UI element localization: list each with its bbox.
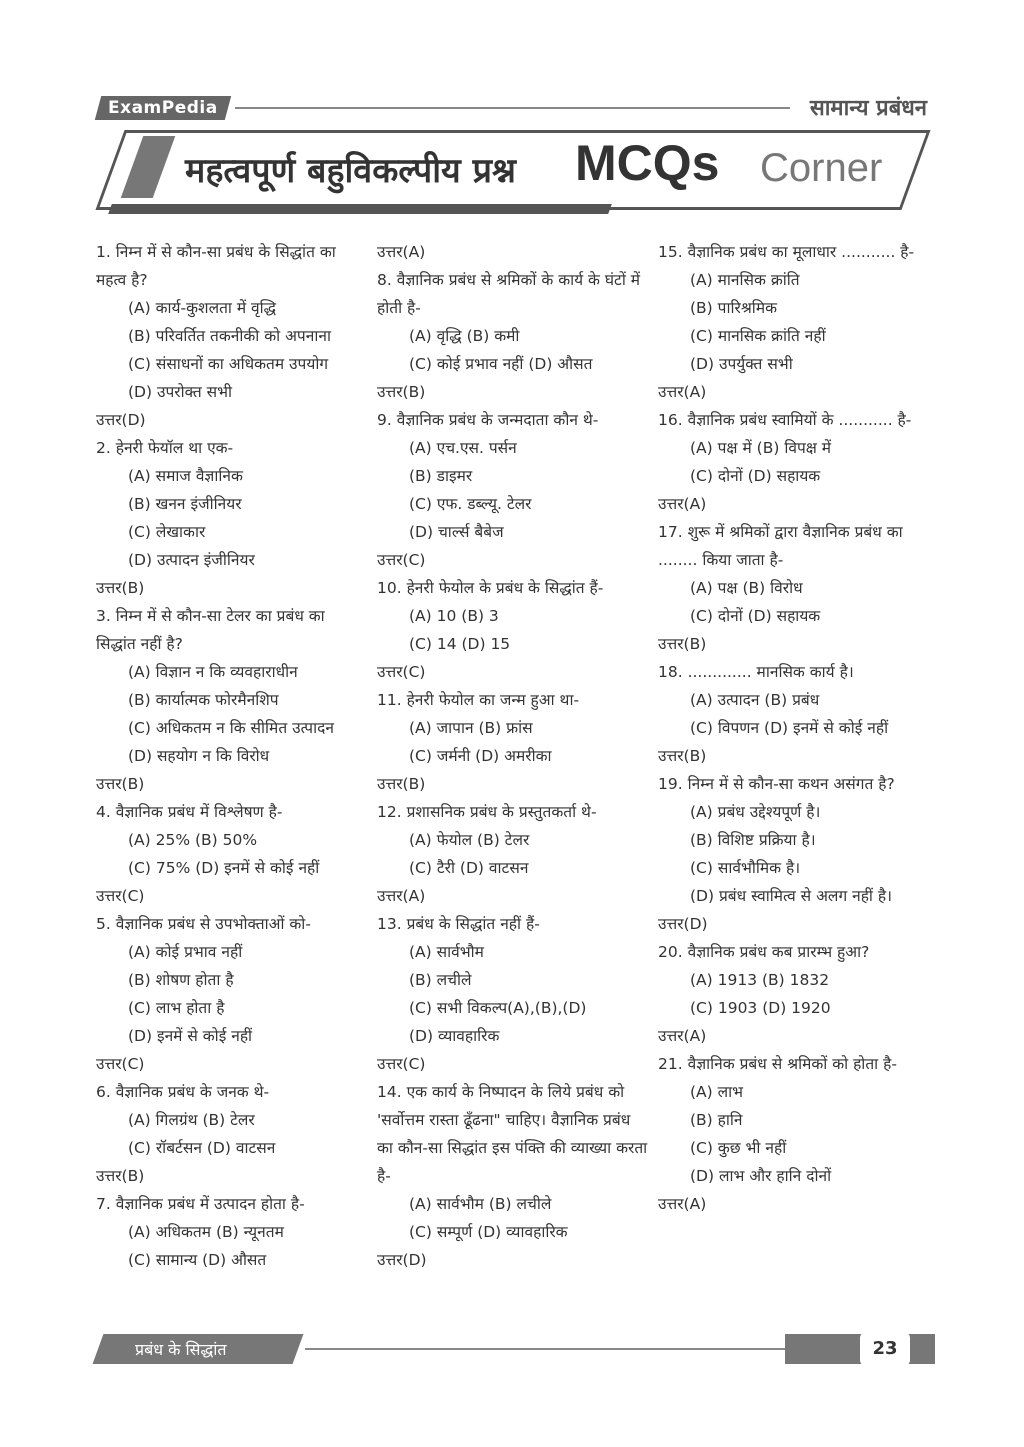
answer-key: उत्तर(A) [377,243,426,261]
option-line: (C) सम्पूर्ण (D) व्यावहारिक [409,1223,568,1241]
answer-key: उत्तर(A) [377,887,426,905]
section-title: सामान्य प्रबंधन [809,96,927,121]
answer-key: उत्तर(B) [658,635,707,653]
answer-key: उत्तर(A) [658,1195,707,1213]
question-item [377,1078,650,1274]
question-item [377,574,650,686]
question-text: 15. वैज्ञानिक प्रबंध का मूलाधार ........... है- [658,243,915,261]
question-item [377,686,650,798]
option-line: (A) उत्पादन (B) प्रबंध [690,691,820,709]
option-line: (A) वृद्धि (B) कमी [409,327,520,345]
answer-key: उत्तर(C) [377,663,426,681]
answer-key: उत्तर(A) [658,495,707,513]
option-line: (C) कोई प्रभाव नहीं (D) औसत [409,355,593,373]
page-footer [0,1330,1024,1370]
answer-key: उत्तर(B) [377,383,426,401]
answer-key: उत्तर(C) [377,1055,426,1073]
option-line: (C) मानसिक क्रांति नहीं [690,327,826,345]
question-item [658,770,931,938]
answer-key: उत्तर(D) [377,1251,427,1269]
option-line: (C) सभी विकल्प(A),(B),(D) [409,999,587,1017]
option-line: (C) सामान्य (D) औसत [128,1251,267,1269]
column-1 [96,238,369,1274]
option-line: (D) सहयोग न कि विरोध [128,747,270,765]
option-line: (C) जर्मनी (D) अमरीका [409,747,552,765]
option-line: (D) व्यावहारिक [409,1027,500,1045]
question-text: 1. निम्न में से कौन-सा प्रबंध के सिद्धांत का महत्व है? [96,243,336,289]
option-line: (A) विज्ञान न कि व्यवहाराधीन [128,663,298,681]
option-line: (B) डाइमर [409,467,473,485]
brand-logo: ExamPedia [95,96,231,120]
question-item [658,406,931,518]
banner-mcq: MCQs [575,135,720,191]
question-text: 19. निम्न में से कौन-सा कथन असंगत है? [658,775,895,793]
question-text: 13. प्रबंध के सिद्धांत नहीं हैं- [377,915,540,933]
option-line: (A) 25% (B) 50% [128,831,258,849]
option-line: (A) सार्वभौम [409,943,484,961]
mcq-banner [110,130,910,210]
column-3 [658,238,931,1274]
question-text: 21. वैज्ञानिक प्रबंध से श्रमिकों को होता है- [658,1055,897,1073]
answer-key: उत्तर(C) [96,1055,145,1073]
option-line: (A) अधिकतम (B) न्यूनतम [128,1223,284,1241]
question-text: 6. वैज्ञानिक प्रबंध के जनक थे- [96,1083,270,1101]
option-line: (C) संसाधनों का अधिकतम उपयोग [128,355,329,373]
option-line: (A) कोई प्रभाव नहीं [128,943,243,961]
question-text: 12. प्रशासनिक प्रबंध के प्रस्तुतकर्ता थे- [377,803,597,821]
option-line: (D) उत्पादन इंजीनियर [128,551,255,569]
question-item [658,518,931,658]
question-text: 3. निम्न में से कौन-सा टेलर का प्रबंध का सिद्धांत नहीं है? [96,607,325,653]
option-line: (D) प्रबंध स्वामित्व से अलग नहीं है। [690,887,892,905]
answer-key: उत्तर(B) [96,775,145,793]
question-item [96,910,369,1078]
question-text: 5. वैज्ञानिक प्रबंध से उपभोक्ताओं को- [96,915,311,933]
option-line: (A) कार्य-कुशलता में वृद्धि [128,299,277,317]
question-text: 8. वैज्ञानिक प्रबंध से श्रमिकों के कार्य के घंटों में होती है- [377,271,641,317]
option-line: (D) उपरोक्त सभी [128,383,233,401]
option-line: (B) कार्यात्मक फोरमैनशिप [128,691,279,709]
option-line: (B) पारिश्रमिक [690,299,777,317]
option-line: (B) विशिष्ट प्रक्रिया है। [690,831,816,849]
option-line: (A) मानसिक क्रांति [690,271,800,289]
question-item [96,1078,369,1190]
question-text: 20. वैज्ञानिक प्रबंध कब प्रारम्भ हुआ? [658,943,870,961]
answer-key: उत्तर(A) [658,383,707,401]
banner-underbar [108,204,612,214]
option-line: (A) समाज वैज्ञानिक [128,467,243,485]
option-line: (A) एच.एस. पर्सन [409,439,517,457]
column-2 [377,238,650,1274]
option-line: (D) उपर्युक्त सभी [690,355,793,373]
question-item [377,798,650,910]
answer-key: उत्तर(D) [658,915,708,933]
question-item [96,434,369,602]
option-line: (C) अधिकतम न कि सीमित उत्पादन [128,719,334,737]
question-item [377,238,650,266]
option-line: (A) लाभ [690,1083,744,1101]
option-line: (C) 1903 (D) 1920 [690,999,831,1017]
option-line: (C) 14 (D) 15 [409,635,511,653]
option-line: (B) खनन इंजीनियर [128,495,242,513]
question-text: 9. वैज्ञानिक प्रबंध के जन्मदाता कौन थे- [377,411,599,429]
question-item [96,238,369,434]
option-line: (B) लचीले [409,971,472,989]
option-line: (C) लाभ होता है [128,999,225,1017]
option-line: (B) हानि [690,1111,743,1129]
question-text: 11. हेनरी फेयोल का जन्म हुआ था- [377,691,580,709]
option-line: (A) जापान (B) फ्रांस [409,719,533,737]
question-item [377,266,650,406]
option-line: (B) परिवर्तित तकनीकी को अपनाना [128,327,331,345]
option-line: (C) दोनों (D) सहायक [690,607,821,625]
option-line: (D) चार्ल्स बैबेज [409,523,504,541]
option-line: (A) सार्वभौम (B) लचीले [409,1195,552,1213]
option-line: (C) विपणन (D) इनमें से कोई नहीं [690,719,889,737]
question-item [377,910,650,1078]
option-line: (C) सार्वभौमिक है। [690,859,801,877]
question-item [96,602,369,798]
footer-chapter: प्रबंध के सिद्धांत [135,1340,227,1359]
header-rule [235,107,790,109]
question-item [658,238,931,406]
answer-key: उत्तर(B) [658,747,707,765]
option-line: (A) फेयोल (B) टेलर [409,831,530,849]
question-item [658,938,931,1050]
question-text: 4. वैज्ञानिक प्रबंध में विश्लेषण है- [96,803,283,821]
answer-key: उत्तर(C) [377,551,426,569]
answer-key: उत्तर(B) [96,1167,145,1185]
option-line: (C) एफ. डब्ल्यू. टेलर [409,495,532,513]
question-text: 16. वैज्ञानिक प्रबंध स्वामियों के ........... है- [658,411,912,429]
answer-key: उत्तर(A) [658,1027,707,1045]
question-item [96,798,369,910]
question-text: 17. शुरू में श्रमिकों द्वारा वैज्ञानिक प्रबंध का ........ किया जाता है- [658,523,903,569]
question-text: 2. हेनरी फेयॉल था एक- [96,439,234,457]
question-item [658,1050,931,1218]
option-line: (A) पक्ष (B) विरोध [690,579,803,597]
option-line: (C) रॉबर्टसन (D) वाटसन [128,1139,276,1157]
option-line: (D) इनमें से कोई नहीं [128,1027,253,1045]
question-item [658,658,931,770]
option-line: (C) 75% (D) इनमें से कोई नहीं [128,859,320,877]
footer-rule [305,1348,785,1350]
answer-key: उत्तर(B) [377,775,426,793]
option-line: (C) कुछ भी नहीं [690,1139,787,1157]
option-line: (B) शोषण होता है [128,971,234,989]
option-line: (C) टैरी (D) वाटसन [409,859,529,877]
option-line: (C) लेखाकार [128,523,206,541]
banner-corner: Corner [760,146,883,190]
option-line: (A) प्रबंध उद्देश्यपूर्ण है। [690,803,821,821]
page-header [0,0,1024,230]
answer-key: उत्तर(C) [96,887,145,905]
banner-title: महत्वपूर्ण बहुविकल्पीय प्रश्न [185,151,516,191]
question-item [96,1190,369,1274]
question-item [377,406,650,574]
option-line: (A) गिलग्रंथ (B) टेलर [128,1111,255,1129]
page-number: 23 [860,1332,910,1366]
option-line: (A) 10 (B) 3 [409,607,499,625]
option-line: (D) लाभ और हानि दोनों [690,1167,832,1185]
option-line: (C) दोनों (D) सहायक [690,467,821,485]
question-text: 18. ............. मानसिक कार्य है। [658,663,854,681]
answer-key: उत्तर(B) [96,579,145,597]
question-text: 10. हेनरी फेयोल के प्रबंध के सिद्धांत हैं- [377,579,604,597]
question-columns [96,238,932,1274]
question-text: 14. एक कार्य के निष्पादन के लिये प्रबंध को 'सर्वोत्तम रास्ता ढूँढना" चाहिए। वैज्ञानिक प्रबंध का कौन-सा सिद्धांत इस पंक्ति की व्याख्या करता है- [377,1083,648,1185]
option-line: (A) पक्ष में (B) विपक्ष में [690,439,832,457]
answer-key: उत्तर(D) [96,411,146,429]
question-text: 7. वैज्ञानिक प्रबंध में उत्पादन होता है- [96,1195,305,1213]
option-line: (A) 1913 (B) 1832 [690,971,830,989]
